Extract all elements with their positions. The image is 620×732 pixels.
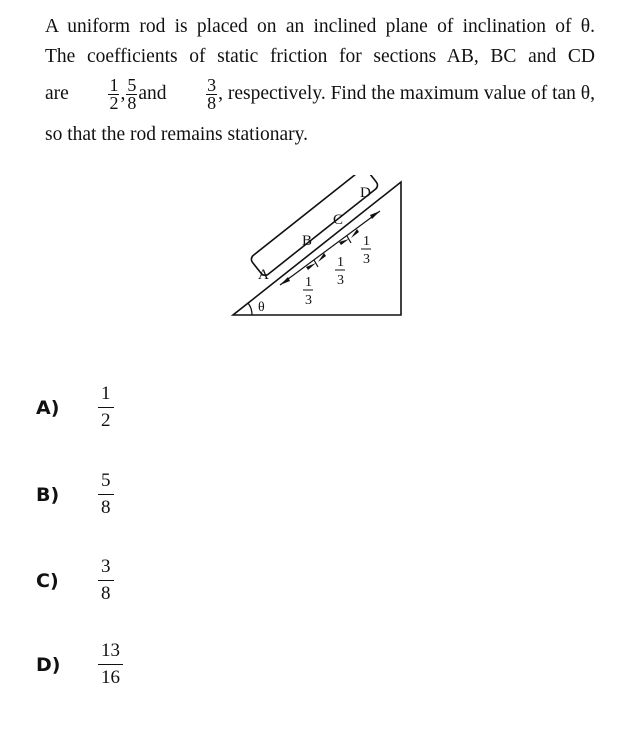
question-line-3 xyxy=(45,72,595,116)
segment-cd-fraction xyxy=(361,234,371,267)
option-c-label: C) xyxy=(36,569,59,592)
segment-bc-fraction xyxy=(335,255,345,288)
incline-triangle xyxy=(233,182,401,315)
segment-ab-fraction xyxy=(303,275,313,308)
option-c-value: $\frac{3}{8}$ xyxy=(98,554,114,607)
option-b-label: B) xyxy=(36,483,60,506)
fraction-pair: $\frac{1}{2}$ , $\frac{5}{8}$ and xyxy=(109,74,167,113)
svg-text:3: 3 xyxy=(305,293,312,308)
svg-text:1: 1 xyxy=(363,234,370,249)
question-line-4: so that the rod remains stationary. xyxy=(45,124,309,145)
question-line-1: A uniform rod is placed on an inclined plane of inclination of θ. xyxy=(45,16,595,37)
question-line-2: The coefficients of static friction for sections AB, BC and CD xyxy=(45,46,595,67)
respectively-text: , respectively. Find the maximum value of tan θ, xyxy=(218,83,595,104)
angle-theta-label: θ xyxy=(258,300,265,315)
label-d: D xyxy=(360,185,371,201)
option-d-value: $\frac{13}{16}$ xyxy=(98,638,123,691)
svg-text:1: 1 xyxy=(305,275,312,290)
option-a-label: A) xyxy=(36,396,60,419)
label-c: C xyxy=(333,212,344,228)
inclined-plane-figure xyxy=(230,175,410,320)
option-a-value: $\frac{1}{2}$ xyxy=(98,381,114,434)
are-text: are xyxy=(45,83,69,104)
option-c[interactable] xyxy=(36,554,114,607)
angle-arc xyxy=(248,303,252,315)
fraction-three-eighths: $\frac{3}{8}$ xyxy=(207,74,217,113)
svg-text:3: 3 xyxy=(337,273,344,288)
fraction-five-eighths: $\frac{5}{8}$ xyxy=(127,74,137,113)
svg-text:3: 3 xyxy=(363,252,370,267)
question-text xyxy=(45,12,595,150)
label-b: B xyxy=(302,233,313,249)
option-b-value: $\frac{5}{8}$ xyxy=(98,468,114,521)
fraction-half: $\frac{1}{2}$ xyxy=(109,74,119,113)
option-d[interactable] xyxy=(36,638,123,691)
option-a[interactable] xyxy=(36,381,114,434)
option-b[interactable] xyxy=(36,468,114,521)
and-text: and xyxy=(138,83,167,104)
label-a: A xyxy=(258,267,269,283)
option-d-label: D) xyxy=(36,653,61,676)
svg-text:1: 1 xyxy=(337,255,344,270)
